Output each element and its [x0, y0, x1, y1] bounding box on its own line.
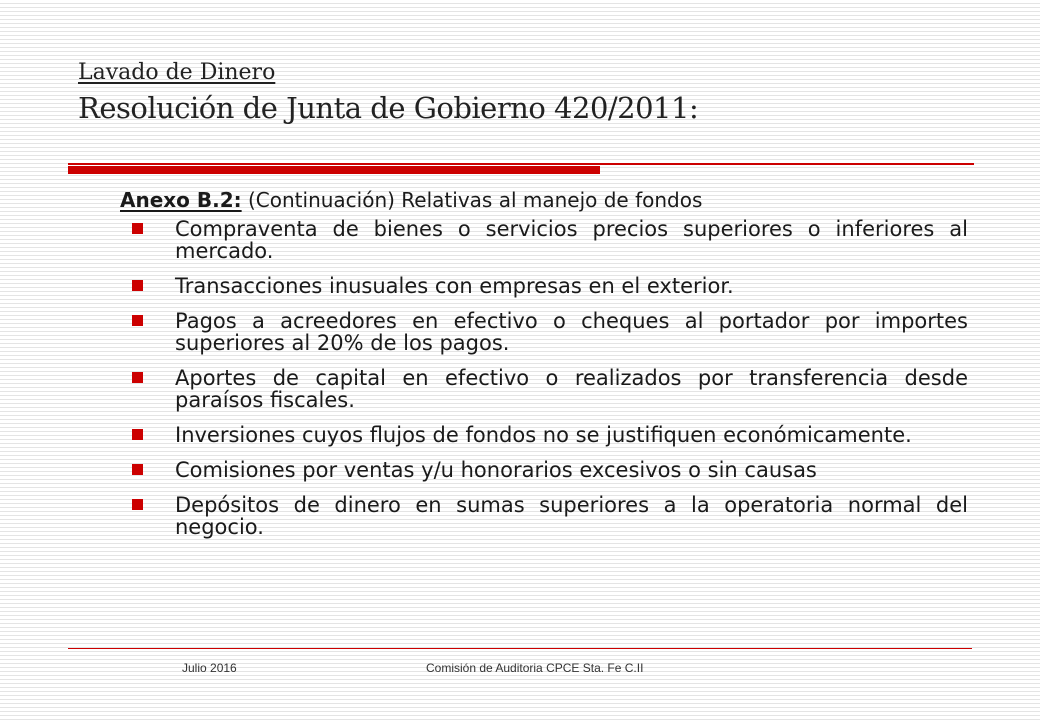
list-item-text: Aportes de capital en efectivo o realizados por transferencia desde paraísos fiscales. — [175, 366, 968, 412]
list-item — [120, 367, 968, 411]
slide-title: Lavado de Dinero — [78, 60, 276, 85]
bullet-list — [120, 218, 968, 538]
top-divider-line — [68, 163, 974, 165]
list-item — [120, 459, 968, 481]
square-bullet-icon — [132, 499, 143, 510]
footer-date: Julio 2016 — [182, 661, 237, 675]
title-block — [78, 58, 958, 128]
list-item — [120, 218, 968, 262]
list-item-text: Comisiones por ventas y/u honorarios excesivos o sin causas — [175, 458, 817, 482]
square-bullet-icon — [132, 429, 143, 440]
slide-subtitle: Resolución de Junta de Gobierno 420/2011: — [78, 91, 699, 125]
footer-source: Comisión de Auditoria CPCE Sta. Fe C.II — [426, 661, 644, 675]
list-item-text: Compraventa de bienes o servicios precios superiores o inferiores al mercado. — [175, 217, 968, 263]
square-bullet-icon — [132, 315, 143, 326]
annex-heading — [120, 186, 968, 214]
content-area — [120, 186, 968, 551]
list-item-text: Depósitos de dinero en sumas superiores a la operatoria normal del negocio. — [175, 493, 968, 539]
square-bullet-icon — [132, 280, 143, 291]
list-item — [120, 494, 968, 538]
top-divider-accent-bar — [68, 166, 600, 174]
list-item — [120, 424, 968, 446]
bottom-divider-line — [68, 648, 972, 649]
square-bullet-icon — [132, 372, 143, 383]
annex-label: Anexo B.2: — [120, 188, 242, 212]
square-bullet-icon — [132, 464, 143, 475]
list-item-text: Inversiones cuyos flujos de fondos no se justifiquen económicamente. — [175, 423, 912, 447]
list-item-text: Pagos a acreedores en efectivo o cheques al portador por importes superiores al 20% de los pagos. — [175, 309, 968, 355]
annex-description: (Continuación) Relativas al manejo de fondos — [241, 188, 703, 212]
list-item-text: Transacciones inusuales con empresas en el exterior. — [175, 274, 734, 298]
list-item — [120, 275, 968, 297]
list-item — [120, 310, 968, 354]
square-bullet-icon — [132, 223, 143, 234]
